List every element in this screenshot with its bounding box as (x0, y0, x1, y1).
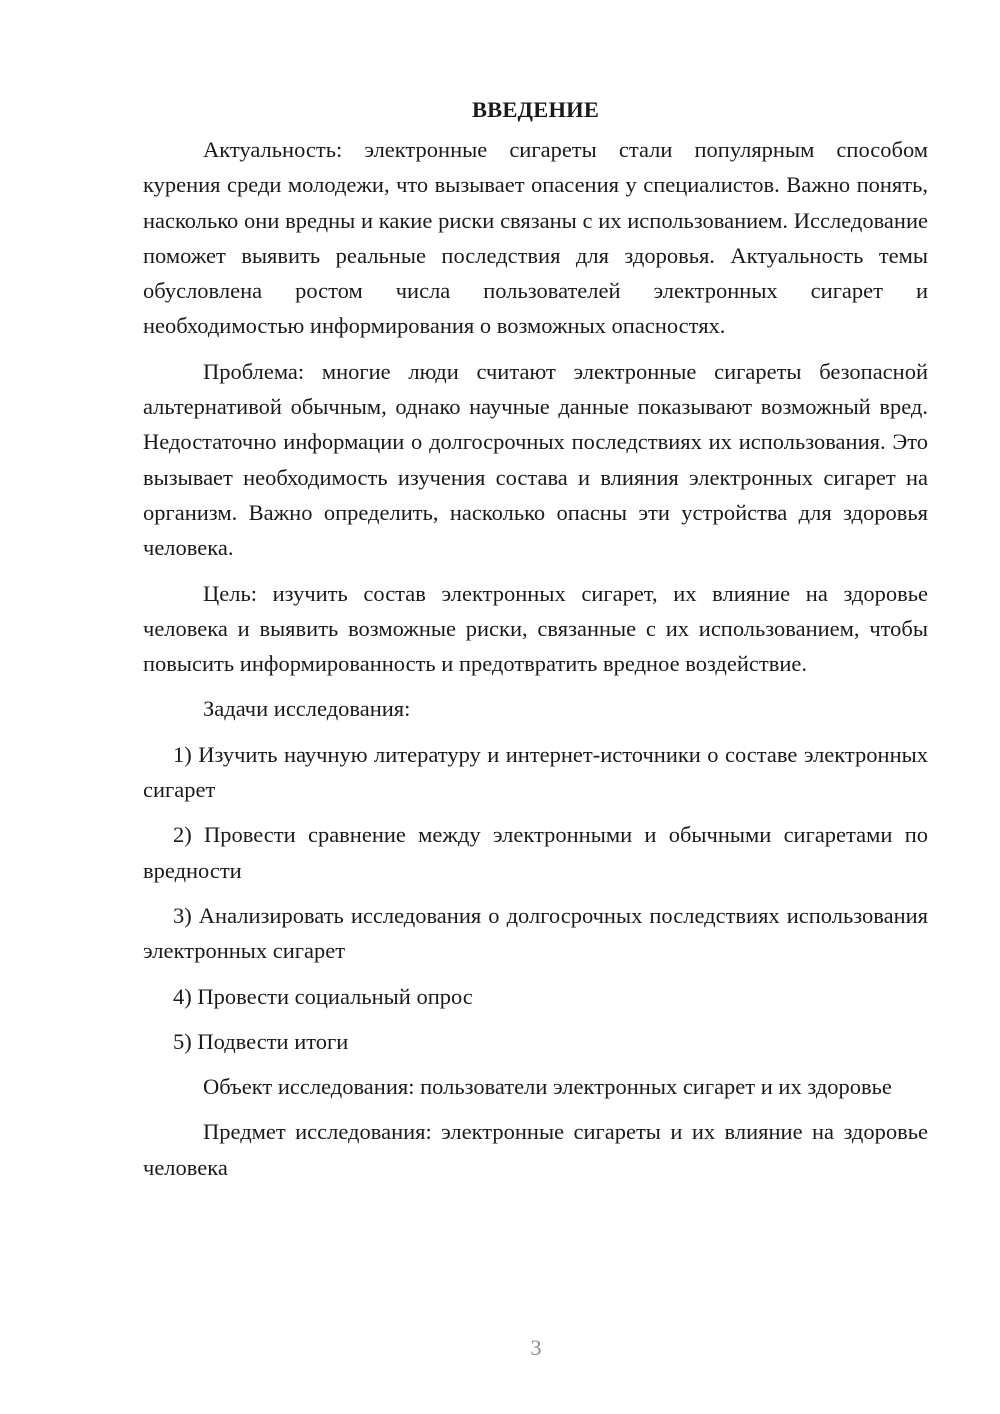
object-paragraph: Объект исследования: пользователи электронных сигарет и их здоровье (203, 1074, 892, 1100)
list-item: 3) Анализировать исследования о долгосрочных последствиях использования электронных сигарет (143, 902, 928, 964)
subject-paragraph: Предмет исследования: электронные сигареты и их влияние на здоровье человека (143, 1119, 928, 1180)
problem-paragraph: Проблема: многие люди считают электронные сигареты безопасной альтернативой обычным, однако научные данные показывают возможный вред. Недостаточно информации о долгосрочных последствиях их использования. Это вызывает необходимость изучения состава и влияния электронных сигарет на организм. Важно определить, насколько опасны эти устройства для здоровья человека. (143, 358, 928, 561)
list-item: 4) Провести социальный опрос (173, 983, 473, 1009)
tasks-list (143, 737, 928, 1059)
section-heading: ВВЕДЕНИЕ (471, 97, 600, 122)
page-content (143, 92, 928, 1185)
list-item: 5) Подвести итоги (173, 1028, 349, 1054)
tasks-title: Задачи исследования: (203, 696, 411, 722)
goal-paragraph: Цель: изучить состав электронных сигарет, их влияние на здоровье человека и выявить возможные риски, связанные с их использованием, чтобы повысить информированность и предотвратить вредное воздействие. (143, 580, 928, 677)
page-number: 3 (530, 1335, 542, 1360)
list-item: 2) Провести сравнение между электронными и обычными сигаретами по вредности (143, 822, 928, 883)
list-item: 1) Изучить научную литературу и интернет-источники о составе электронных сигарет (143, 741, 928, 803)
relevance-paragraph: Актуальность: электронные сигареты стали популярным способом курения среди молодежи, что вызывает опасения у специалистов. Важно понять, насколько они вредны и какие риски связаны с их использованием. Исследование поможет выявить реальные последствия для здоровья. Актуальность темы обусловлена ростом числа пользователей электронных сигарет и необходимостью информирования о возможных опасностях. (143, 137, 928, 339)
